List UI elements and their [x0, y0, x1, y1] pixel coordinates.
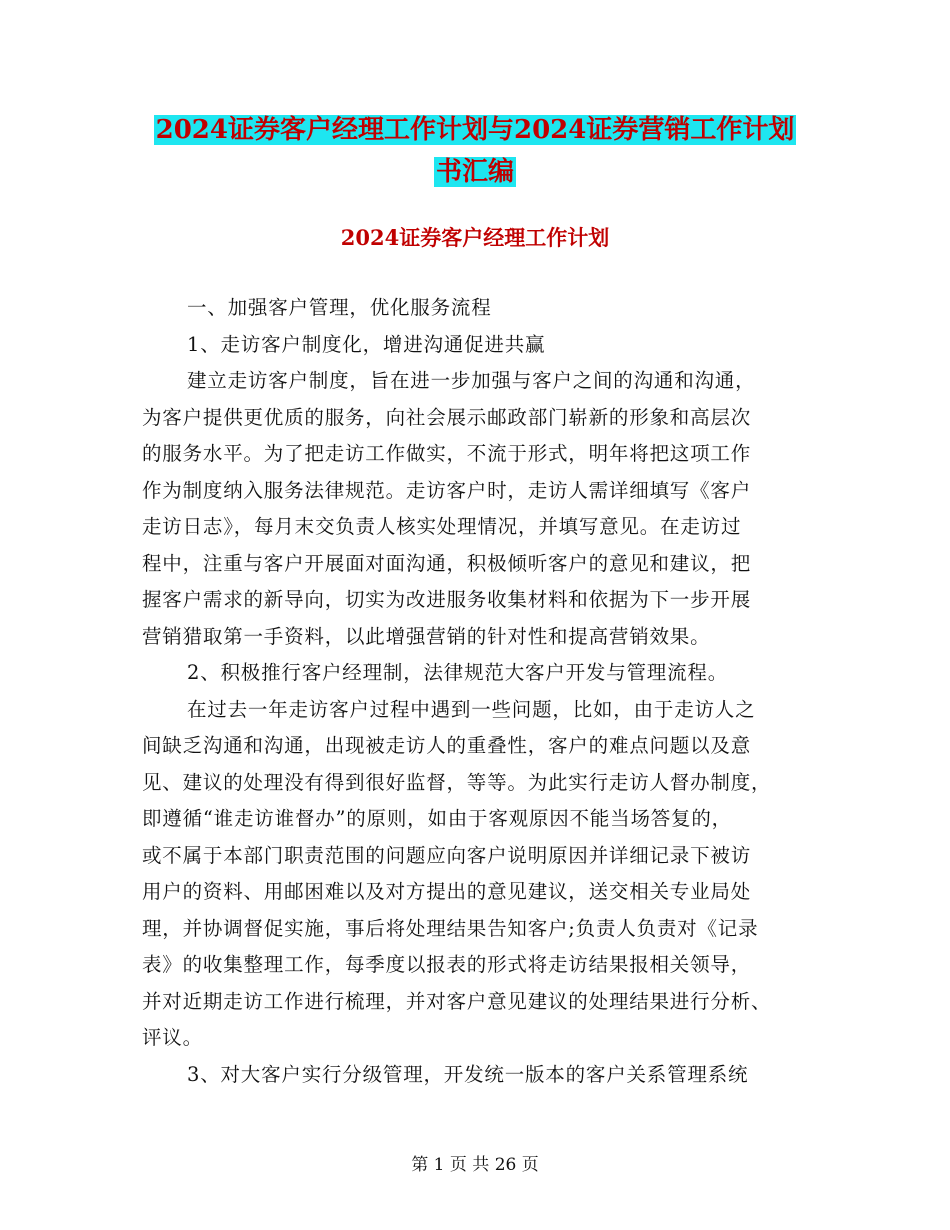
document-title-line2: 书汇编 — [435, 157, 514, 187]
paragraph-line: 并对近期走访工作进行梳理，并对客户意见建议的处理结果进行分析、 — [142, 989, 772, 1013]
section-title: 2024证券客户经理工作计划 — [340, 225, 610, 250]
paragraph-line: 或不属于本部门职责范围的问题应向客户说明原因并详细记录下被访 — [142, 843, 752, 867]
paragraph-line: 的服务水平。为了把走访工作做实，不流于形式，明年将把这项工作 — [142, 442, 752, 465]
page-footer: 第 1 页 共 26 页 — [411, 1155, 539, 1175]
document-title-line1: 2024证券客户经理工作计划与2024证券营销工作计划 — [155, 115, 795, 145]
paragraph-line: 营销猎取第一手资料，以此增强营销的针对性和提高营销效果。 — [142, 624, 711, 648]
paragraph-line: 2、积极推行客户经理制，法律规范大客户开发与管理流程。 — [187, 661, 729, 684]
body-text — [142, 290, 808, 1093]
paragraph-line: 3、对大客户实行分级管理，开发统一版本的客户关系管理系统 — [187, 1062, 749, 1086]
paragraph-line: 见、建议的处理没有得到很好监督，等等。为此实行走访人督办制度， — [142, 770, 772, 794]
paragraph-line: 作为制度纳入服务法律规范。走访客户时，走访人需详细填写《客户 — [142, 478, 752, 502]
paragraph-line: 理，并协调督促实施，事后将处理结果告知客户;负责人负责对《记录 — [142, 916, 759, 940]
paragraph-line: 握客户需求的新导向，切实为改进服务收集材料和依据为下一步开展 — [142, 588, 752, 611]
paragraph-line: 走访日志》，每月末交负责人核实处理情况，并填写意见。在走访过 — [142, 515, 742, 538]
paragraph-line: 1、走访客户制度化，增进沟通促进共赢 — [187, 332, 546, 356]
paragraph-line: 表》的收集整理工作，每季度以报表的形式将走访结果报相关领导， — [142, 953, 752, 976]
paragraph-line: 用户的资料、用邮困难以及对方提出的意见建议，送交相关专业局处 — [142, 880, 752, 903]
paragraph-line: 间缺乏沟通和沟通，出现被走访人的重叠性，客户的难点问题以及意 — [142, 734, 752, 757]
paragraph-line: 一、加强客户管理，优化服务流程 — [187, 296, 492, 319]
paragraph-line: 程中，注重与客户开展面对面沟通，积极倾听客户的意见和建议，把 — [142, 551, 752, 575]
paragraph-line: 建立走访客户制度，旨在进一步加强与客户之间的沟通和沟通， — [187, 369, 756, 392]
paragraph-line: 即遵循“谁走访谁督办”的原则，如由于客观原因不能当场答复的， — [142, 807, 732, 830]
paragraph-line: 为客户提供更优质的服务，向社会展示邮政部门崭新的形象和高层次 — [142, 405, 752, 429]
paragraph-line: 在过去一年走访客户过程中遇到一些问题，比如，由于走访人之 — [187, 697, 756, 721]
paragraph-line: 评议。 — [142, 1026, 203, 1049]
